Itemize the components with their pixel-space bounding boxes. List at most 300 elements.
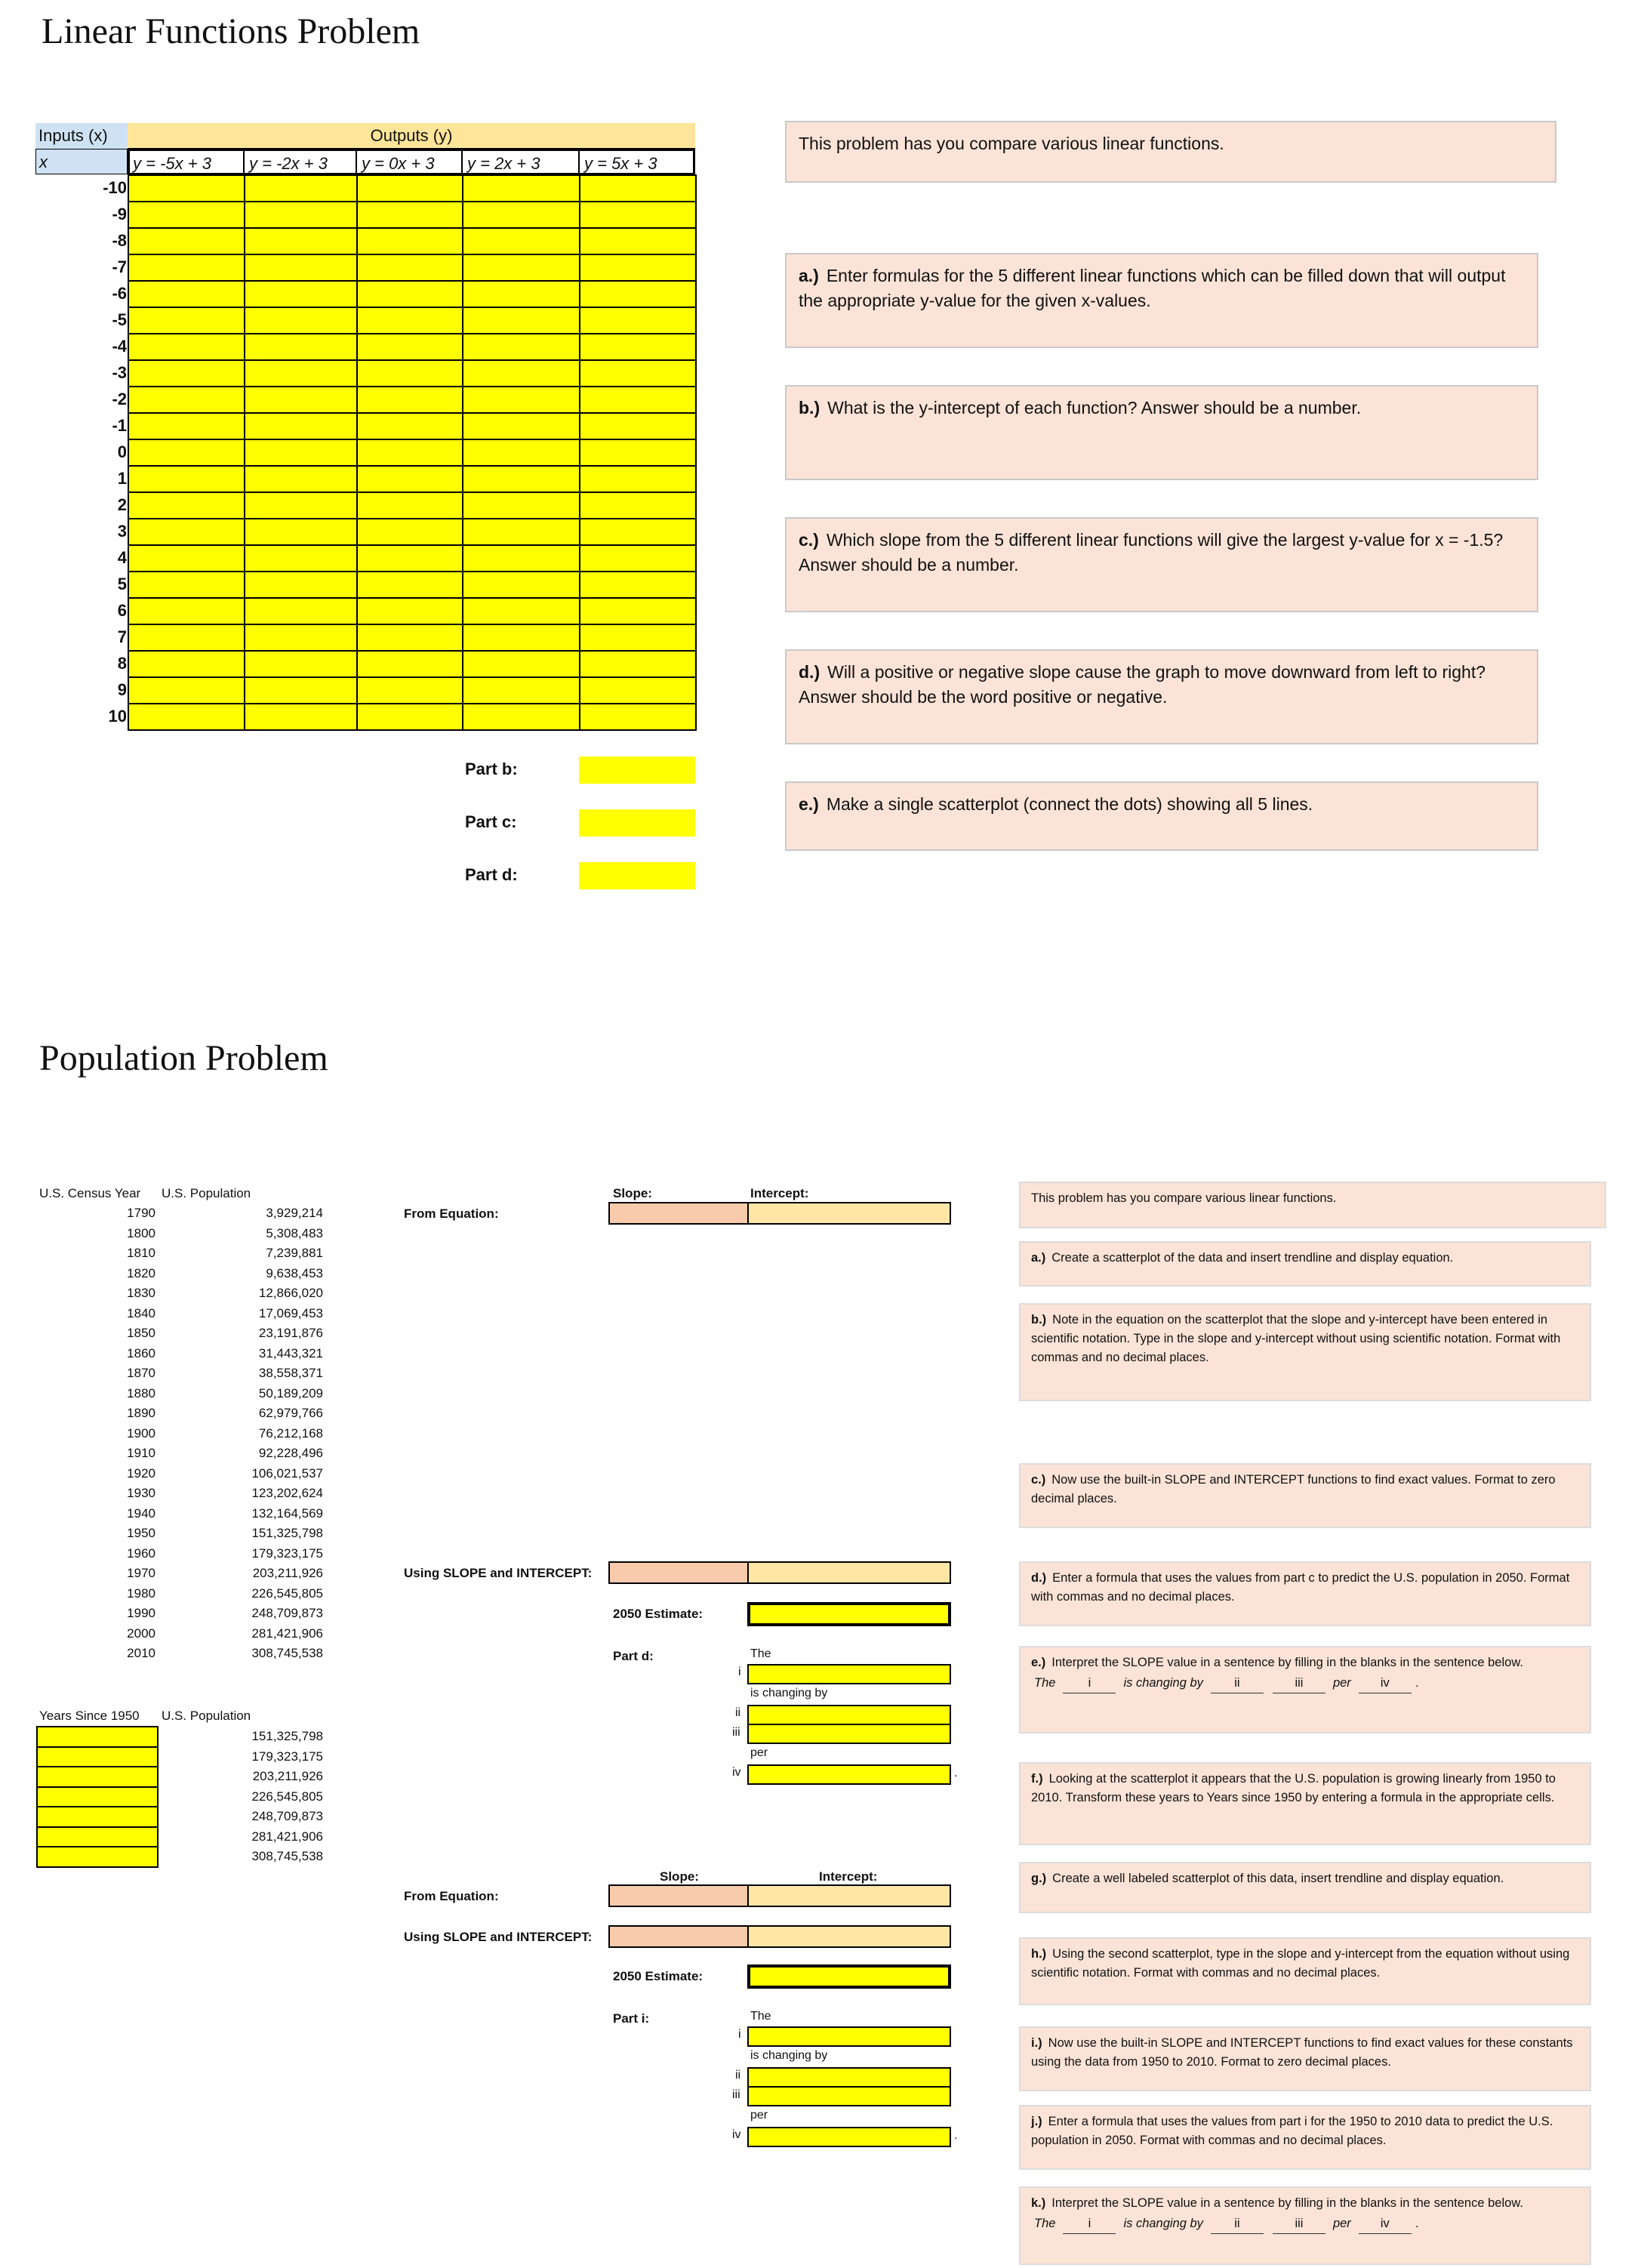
question-text: Using the second scatterplot, type in the slope and y-intercept from the equation without using scientific notation. Format with commas and no decimal places.	[1031, 1947, 1570, 1980]
output-cell[interactable]	[356, 518, 463, 546]
census-pop-since: 179,323,175	[251, 1749, 323, 1764]
question-label: b.)	[1031, 1313, 1047, 1327]
census-year: 1810	[127, 1246, 155, 1260]
census-year: 1960	[127, 1545, 155, 1561]
output-cell[interactable]	[356, 174, 463, 202]
x-value: -7	[112, 257, 127, 276]
intro-text: This problem has you compare various linear functions.	[1031, 1191, 1337, 1205]
part-i-label: Part i:	[613, 2011, 650, 2026]
intercept-label-1: Intercept:	[750, 1186, 809, 1200]
using-slope-2: Using SLOPE and INTERCEPT:	[404, 1930, 593, 1944]
from-equation-2: From Equation:	[404, 1889, 499, 1903]
output-cell[interactable]	[462, 439, 580, 467]
linear-question-box	[785, 385, 1538, 480]
census-year: 1840	[127, 1305, 155, 1320]
question-label: a.)	[1031, 1251, 1046, 1265]
x-value: -5	[112, 310, 127, 329]
template-blank: ii	[1211, 1674, 1264, 1693]
inputs-header: Inputs (x)	[35, 123, 128, 149]
output-cell[interactable]	[462, 703, 580, 731]
output-cell[interactable]	[128, 703, 245, 731]
output-cell[interactable]	[462, 650, 580, 678]
output-cell[interactable]	[579, 201, 697, 229]
col-year-header: U.S. Census Year	[39, 1186, 141, 1200]
population-question-box	[1019, 2186, 1591, 2265]
output-cell[interactable]	[579, 227, 697, 255]
output-cell[interactable]	[356, 333, 463, 361]
sentence-changing: is changing by	[750, 2049, 828, 2062]
slope-fn-cell-1[interactable]	[608, 1561, 749, 1584]
census-pop: 17,069,453	[258, 1305, 323, 1320]
question-label: c.)	[799, 530, 819, 550]
output-cell[interactable]	[244, 624, 358, 652]
part-d-label: Part d:	[613, 1649, 654, 1663]
blank-ii[interactable]	[747, 1705, 951, 1725]
question-text: Will a positive or negative slope cause the graph to move downward from left to right? Answer should be the word positive or negative.	[799, 662, 1486, 707]
output-cell[interactable]	[128, 465, 245, 493]
outputs-header: Outputs (y)	[128, 123, 695, 149]
census-pop: 132,164,569	[251, 1505, 323, 1521]
census-pop: 3,929,214	[266, 1206, 323, 1220]
header-row-border	[128, 148, 695, 175]
x-value: 5	[117, 575, 127, 593]
output-cell[interactable]	[579, 492, 697, 519]
census-year: 1850	[127, 1326, 155, 1340]
x-value: 4	[117, 548, 127, 567]
estimate-label-1: 2050 Estimate:	[613, 1607, 704, 1621]
blank-iv[interactable]	[747, 2127, 951, 2147]
question-text: What is the y-intercept of each function? Answer should be a number.	[827, 398, 1362, 418]
census-pop: 5,308,483	[266, 1225, 323, 1240]
years-since-cell[interactable]	[36, 1826, 159, 1848]
linear-question-box	[785, 781, 1538, 851]
sentence-per: per	[750, 2109, 768, 2122]
census-pop: 248,709,873	[251, 1606, 323, 1620]
x-value: 7	[117, 627, 127, 646]
output-cell[interactable]	[128, 650, 245, 678]
function-header: y = 5x + 3	[579, 149, 695, 174]
output-cell[interactable]	[244, 201, 358, 229]
function-header: y = 0x + 3	[356, 149, 462, 174]
part-label: Part b:	[465, 760, 518, 778]
intercept-eq-cell-2[interactable]	[747, 1884, 951, 1907]
blank-i[interactable]	[747, 2026, 951, 2047]
question-label: e.)	[1031, 1656, 1046, 1669]
census-year: 1820	[127, 1265, 155, 1280]
roman-iv: iv	[732, 1766, 741, 1779]
sentence-the: The	[750, 2010, 771, 2023]
output-cell[interactable]	[579, 465, 697, 493]
population-question-box	[1019, 1561, 1591, 1626]
output-cell[interactable]	[128, 676, 245, 704]
estimate-label-2: 2050 Estimate:	[613, 1969, 704, 1983]
part-answer-cell[interactable]	[579, 757, 695, 784]
template-text: per	[1332, 1676, 1351, 1690]
output-cell[interactable]	[128, 571, 245, 599]
population-question-box	[1019, 2026, 1591, 2091]
question-label: i.)	[1031, 2036, 1042, 2050]
blank-iv[interactable]	[747, 1764, 951, 1785]
roman-ii: ii	[735, 1706, 741, 1719]
census-pop: 151,325,798	[251, 1526, 323, 1540]
population-question-box	[1019, 1463, 1591, 1528]
census-year: 1920	[127, 1465, 155, 1481]
template-blank: iv	[1359, 2214, 1412, 2234]
output-cell[interactable]	[462, 280, 580, 308]
output-cell[interactable]	[356, 492, 463, 519]
output-cell[interactable]	[579, 280, 697, 308]
output-cell[interactable]	[244, 465, 358, 493]
census-year: 1860	[127, 1345, 155, 1360]
output-cell[interactable]	[356, 439, 463, 467]
output-cell[interactable]	[462, 518, 580, 546]
template-text: The	[1034, 1676, 1056, 1690]
template-text: is changing by	[1123, 2217, 1203, 2230]
census-pop-since: 281,421,906	[251, 1829, 323, 1844]
output-cell[interactable]	[244, 544, 358, 572]
census-year: 1870	[127, 1366, 155, 1380]
output-cell[interactable]	[462, 597, 580, 625]
output-cell[interactable]	[128, 174, 245, 202]
output-cell[interactable]	[356, 280, 463, 308]
output-cell[interactable]	[462, 676, 580, 704]
output-cell[interactable]	[244, 676, 358, 704]
template-blank: iv	[1359, 1674, 1412, 1693]
census-pop: 106,021,537	[251, 1465, 323, 1481]
roman-iii: iii	[732, 2088, 740, 2101]
output-cell[interactable]	[244, 650, 358, 678]
output-cell[interactable]	[128, 280, 245, 308]
output-cell[interactable]	[244, 386, 358, 414]
years-since-cell[interactable]	[36, 1806, 159, 1828]
census-pop: 76,212,168	[258, 1425, 323, 1441]
output-cell[interactable]	[356, 544, 463, 572]
census-year: 2000	[127, 1626, 155, 1641]
output-cell[interactable]	[462, 227, 580, 255]
output-cell[interactable]	[244, 597, 358, 625]
x-header: x	[35, 149, 128, 174]
years-since-cell[interactable]	[36, 1726, 159, 1748]
census-pop: 308,745,538	[251, 1646, 323, 1660]
years-since-cell[interactable]	[36, 1846, 159, 1868]
years-since-cell[interactable]	[36, 1786, 159, 1808]
population-question-box	[1019, 1241, 1591, 1287]
output-cell[interactable]	[579, 412, 697, 440]
question-text: Enter formulas for the 5 different linear functions which can be filled down that will output the appropriate y-value for the given x-values.	[799, 266, 1506, 310]
census-pop: 38,558,371	[258, 1366, 323, 1380]
x-value: -10	[103, 178, 127, 197]
output-cell[interactable]	[356, 307, 463, 334]
census-year: 1980	[127, 1585, 155, 1601]
output-cell[interactable]	[128, 307, 245, 334]
output-cell[interactable]	[128, 386, 245, 414]
population-question-box	[1019, 1937, 1591, 2005]
question-label: g.)	[1031, 1872, 1047, 1885]
population-question-box	[1019, 1303, 1591, 1401]
output-cell[interactable]	[462, 544, 580, 572]
output-cell[interactable]	[244, 492, 358, 519]
output-cell[interactable]	[244, 280, 358, 308]
linear-question-box	[785, 649, 1538, 744]
output-cell[interactable]	[244, 359, 358, 387]
census-year: 1970	[127, 1566, 155, 1580]
sentence-changing: is changing by	[750, 1687, 828, 1699]
output-cell[interactable]	[462, 465, 580, 493]
output-cell[interactable]	[579, 544, 697, 572]
blank-iii[interactable]	[747, 1724, 951, 1744]
output-cell[interactable]	[128, 227, 245, 255]
output-cell[interactable]	[462, 307, 580, 334]
question-label: d.)	[799, 662, 820, 682]
output-cell[interactable]	[356, 465, 463, 493]
x-value: -3	[112, 363, 127, 382]
output-cell[interactable]	[128, 544, 245, 572]
linear-question-box	[785, 253, 1538, 348]
question-label: e.)	[799, 794, 819, 814]
census-pop: 226,545,805	[251, 1585, 323, 1601]
output-cell[interactable]	[579, 333, 697, 361]
population-question-box	[1019, 1862, 1591, 1913]
slope-eq-cell-1[interactable]	[608, 1202, 749, 1225]
years-since-cell[interactable]	[36, 1746, 159, 1768]
output-cell[interactable]	[579, 624, 697, 652]
census-pop: 12,866,020	[258, 1286, 323, 1300]
blank-i[interactable]	[747, 1664, 951, 1684]
function-header: y = -2x + 3	[244, 149, 356, 174]
output-cell[interactable]	[356, 597, 463, 625]
x-value: 3	[117, 522, 127, 541]
part-answer-cell[interactable]	[579, 809, 695, 837]
slope-fn-cell-2[interactable]	[608, 1925, 749, 1948]
output-cell[interactable]	[579, 597, 697, 625]
census-pop: 62,979,766	[258, 1406, 323, 1420]
census-year: 1830	[127, 1286, 155, 1300]
x-value: 8	[117, 654, 127, 673]
output-cell[interactable]	[244, 307, 358, 334]
census-pop: 123,202,624	[251, 1486, 323, 1500]
col-pop-header: U.S. Population	[162, 1186, 251, 1200]
blank-ii[interactable]	[747, 2067, 951, 2088]
template-blank: iii	[1273, 1674, 1325, 1693]
output-cell[interactable]	[462, 201, 580, 229]
output-cell[interactable]	[356, 386, 463, 414]
census-year: 1930	[127, 1486, 155, 1500]
census-pop: 179,323,175	[251, 1545, 323, 1561]
output-cell[interactable]	[356, 624, 463, 652]
question-label: h.)	[1031, 1947, 1047, 1961]
output-cell[interactable]	[356, 359, 463, 387]
question-text: Interpret the SLOPE value in a sentence by filling in the blanks in the sentence below.	[1051, 1656, 1523, 1669]
output-cell[interactable]	[244, 518, 358, 546]
slope-label-2: Slope:	[660, 1869, 699, 1884]
function-header: y = -5x + 3	[128, 149, 244, 174]
census-pop: 203,211,926	[252, 1566, 323, 1580]
fill-template	[1031, 1674, 1579, 1693]
output-cell[interactable]	[462, 174, 580, 202]
intercept-fn-cell-1[interactable]	[747, 1561, 951, 1584]
question-text: Enter a formula that uses the values from part c to predict the U.S. population in 2050. Format with commas and no decimal places.	[1031, 1571, 1570, 1604]
output-cell[interactable]	[579, 518, 697, 546]
census-year: 1900	[127, 1425, 155, 1441]
template-blank: i	[1063, 1674, 1116, 1693]
population-title: Population Problem	[39, 1038, 328, 1078]
linear-question-box	[785, 517, 1538, 612]
output-cell[interactable]	[128, 518, 245, 546]
template-text: per	[1332, 2217, 1351, 2230]
roman-ii: ii	[735, 2069, 741, 2082]
output-cell[interactable]	[244, 571, 358, 599]
census-pop: 7,239,881	[266, 1246, 323, 1260]
estimate-cell-2[interactable]	[747, 1964, 951, 1989]
template-blank: i	[1063, 2214, 1116, 2234]
template-dot: .	[1415, 2217, 1420, 2230]
output-cell[interactable]	[462, 254, 580, 282]
census-pop: 92,228,496	[258, 1446, 323, 1460]
output-cell[interactable]	[128, 439, 245, 467]
output-cell[interactable]	[579, 254, 697, 282]
population-intro	[1019, 1182, 1606, 1228]
census-pop: 31,443,321	[258, 1345, 323, 1360]
output-cell[interactable]	[244, 174, 358, 202]
template-text: The	[1034, 2217, 1056, 2230]
census-pop: 50,189,209	[258, 1385, 323, 1401]
output-cell[interactable]	[462, 386, 580, 414]
output-cell[interactable]	[128, 597, 245, 625]
census-pop-since: 226,545,805	[251, 1789, 323, 1804]
template-blank: ii	[1211, 2214, 1264, 2234]
output-cell[interactable]	[244, 412, 358, 440]
output-cell[interactable]	[356, 650, 463, 678]
x-value: 1	[117, 469, 127, 488]
question-text: Enter a formula that uses the values from part i for the 1950 to 2010 data to predict the U.S. population in 2050. Format with commas and no decimal places.	[1031, 2115, 1553, 2147]
x-value: -6	[112, 284, 127, 303]
output-cell[interactable]	[579, 650, 697, 678]
output-cell[interactable]	[579, 359, 697, 387]
census-year: 1790	[127, 1206, 155, 1220]
output-cell[interactable]	[356, 571, 463, 599]
x-value: 6	[117, 601, 127, 620]
roman-iii: iii	[732, 1726, 740, 1739]
question-text: Now use the built-in SLOPE and INTERCEPT functions to find exact values for these constants using the data from 1950 to 2010. Format to zero decimal places.	[1031, 2036, 1573, 2069]
question-label: d.)	[1031, 1571, 1047, 1585]
question-text: Create a well labeled scatterplot of this data, insert trendline and display equation.	[1052, 1872, 1504, 1885]
output-cell[interactable]	[356, 254, 463, 282]
census-pop: 23,191,876	[258, 1326, 323, 1340]
output-cell[interactable]	[244, 254, 358, 282]
output-cell[interactable]	[579, 571, 697, 599]
template-text: is changing by	[1123, 1676, 1203, 1690]
census-pop-since: 203,211,926	[252, 1769, 323, 1783]
output-cell[interactable]	[356, 703, 463, 731]
question-text: Create a scatterplot of the data and insert trendline and display equation.	[1051, 1251, 1454, 1265]
col-since-header: Years Since 1950	[39, 1709, 140, 1723]
census-year: 1950	[127, 1526, 155, 1540]
output-cell[interactable]	[579, 703, 697, 731]
output-cell[interactable]	[356, 412, 463, 440]
output-cell[interactable]	[128, 333, 245, 361]
output-cell[interactable]	[244, 333, 358, 361]
part-label: Part d:	[465, 865, 518, 884]
using-slope-1: Using SLOPE and INTERCEPT:	[404, 1566, 593, 1580]
question-text: Looking at the scatterplot it appears that the U.S. population is growing linearly from 1950 to 2010. Transform these years to Years since 1950 by entering a formula in the appropriate cells.	[1031, 1772, 1556, 1804]
output-cell[interactable]	[356, 201, 463, 229]
output-cell[interactable]	[579, 676, 697, 704]
function-header: y = 2x + 3	[462, 149, 579, 174]
output-cell[interactable]	[244, 227, 358, 255]
output-cell[interactable]	[128, 254, 245, 282]
question-label: f.)	[1031, 1772, 1043, 1786]
output-cell[interactable]	[356, 227, 463, 255]
output-cell[interactable]	[462, 359, 580, 387]
question-label: b.)	[799, 398, 820, 418]
x-value: -9	[112, 205, 127, 223]
part-answer-cell[interactable]	[579, 862, 695, 889]
census-year: 1910	[127, 1446, 155, 1460]
question-text: Now use the built-in SLOPE and INTERCEPT functions to find exact values. Format to zero decimal places.	[1031, 1473, 1556, 1505]
output-cell[interactable]	[579, 439, 697, 467]
output-cell[interactable]	[462, 412, 580, 440]
x-value: 0	[117, 442, 127, 461]
slope-eq-cell-2[interactable]	[608, 1884, 749, 1907]
roman-i: i	[738, 1666, 741, 1678]
output-cell[interactable]	[128, 412, 245, 440]
output-cell[interactable]	[128, 201, 245, 229]
sentence-the: The	[750, 1647, 771, 1660]
population-question-box	[1019, 1646, 1591, 1733]
output-cell[interactable]	[579, 307, 697, 334]
question-text: Note in the equation on the scatterplot that the slope and y-intercept have been entered in scientific notation. Type in the slope and y-intercept without using scientific notation. Format with commas and no decimal places.	[1031, 1313, 1561, 1364]
question-text: Interpret the SLOPE value in a sentence by filling in the blanks in the sentence below.	[1051, 2196, 1523, 2210]
x-value: 9	[117, 680, 127, 699]
intercept-fn-cell-2[interactable]	[747, 1925, 951, 1948]
output-cell[interactable]	[462, 571, 580, 599]
output-cell[interactable]	[462, 624, 580, 652]
census-year: 1800	[127, 1225, 155, 1240]
output-cell[interactable]	[579, 386, 697, 414]
output-cell[interactable]	[462, 492, 580, 519]
linear-intro: This problem has you compare various linear functions.	[785, 121, 1556, 183]
estimate-cell-1[interactable]	[747, 1602, 951, 1626]
question-text: Make a single scatterplot (connect the dots) showing all 5 lines.	[826, 794, 1313, 814]
intercept-label-2: Intercept:	[819, 1869, 878, 1884]
output-cell[interactable]	[128, 624, 245, 652]
question-label: k.)	[1031, 2196, 1046, 2210]
population-question-box	[1019, 1762, 1591, 1845]
roman-i: i	[738, 2028, 741, 2041]
intercept-eq-cell-1[interactable]	[747, 1202, 951, 1225]
census-year: 2010	[127, 1646, 155, 1660]
output-cell[interactable]	[356, 676, 463, 704]
output-cell[interactable]	[128, 359, 245, 387]
output-cell[interactable]	[244, 703, 358, 731]
output-cell[interactable]	[128, 492, 245, 519]
output-cell[interactable]	[244, 439, 358, 467]
sentence-per: per	[750, 1746, 768, 1759]
population-question-box	[1019, 2105, 1591, 2170]
census-year: 1880	[127, 1385, 155, 1401]
fill-template	[1031, 2214, 1579, 2234]
census-pop: 281,421,906	[251, 1626, 323, 1641]
question-label: c.)	[1031, 1473, 1046, 1487]
question-label: a.)	[799, 266, 819, 285]
census-pop-since: 308,745,538	[251, 1849, 323, 1863]
slope-label-1: Slope:	[613, 1186, 652, 1200]
blank-iii[interactable]	[747, 2086, 951, 2106]
sentence-dot: .	[954, 1767, 958, 1780]
output-cell[interactable]	[462, 333, 580, 361]
output-cell[interactable]	[579, 174, 697, 202]
years-since-cell[interactable]	[36, 1766, 159, 1788]
